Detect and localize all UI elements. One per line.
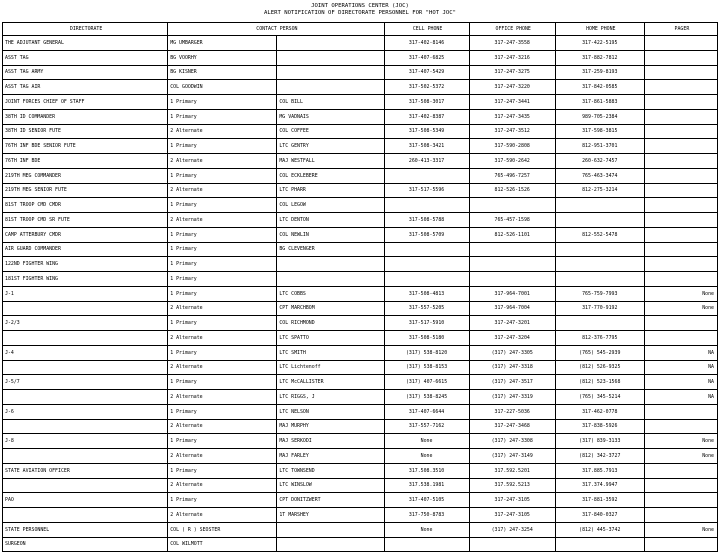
cell-phone-cell: [384, 272, 469, 287]
contact-name-cell: MAJ WESTFALL: [277, 154, 384, 169]
pager-cell: [644, 36, 717, 51]
contact-role-cell: 2 Alternate: [168, 124, 277, 139]
pager-cell: [644, 508, 717, 523]
table-row: [3, 345, 718, 360]
directorate-cell: 38TH ID COMMANDER: [3, 109, 168, 124]
home-phone-cell: 812-552-5478: [555, 227, 644, 242]
cell-phone-cell: 317-508-3017: [384, 95, 469, 110]
office-phone-cell: 317-247-3275: [469, 65, 555, 80]
contact-role-cell: 2 Alternate: [168, 331, 277, 346]
pager-cell: [644, 80, 717, 95]
office-phone-cell: 317-247-3201: [469, 316, 555, 331]
pager-cell: [644, 419, 717, 434]
office-phone-cell: (317) 247-3308: [469, 434, 555, 449]
contact-role-cell: 1 Primary: [168, 168, 277, 183]
cell-phone-cell: 260-413-3317: [384, 154, 469, 169]
contact-role-cell: 2 Alternate: [168, 213, 277, 228]
table-row: [3, 95, 718, 110]
contact-role-cell: 1 Primary: [168, 404, 277, 419]
table-row: [3, 198, 718, 213]
table-row: [3, 316, 718, 331]
cell-phone-cell: [384, 168, 469, 183]
contact-name-cell: LTC DENTON: [277, 213, 384, 228]
office-phone-cell: 317-247-3441: [469, 95, 555, 110]
office-phone-cell: 317-964-7001: [469, 286, 555, 301]
contact-role-cell: 1 Primary: [168, 316, 277, 331]
cell-phone-cell: 317-402-8146: [384, 36, 469, 51]
directorate-cell: [3, 508, 168, 523]
directorate-cell: PAO: [3, 493, 168, 508]
home-phone-cell: (317) 839-3133: [555, 434, 644, 449]
contact-name-cell: LTC WINSLOW: [277, 478, 384, 493]
pager-cell: [644, 242, 717, 257]
office-phone-cell: 317-590-2808: [469, 139, 555, 154]
contact-role-cell: 2 Alternate: [168, 419, 277, 434]
office-phone-cell: 317-964-7004: [469, 301, 555, 316]
office-phone-cell: (317) 247-3305: [469, 345, 555, 360]
directorate-cell: ASST TAG ARMY: [3, 65, 168, 80]
home-phone-cell: 317-882-7812: [555, 50, 644, 65]
table-row: [3, 419, 718, 434]
directorate-cell: [3, 301, 168, 316]
cell-phone-cell: 317-402-8387: [384, 109, 469, 124]
office-phone-cell: (317) 247-3318: [469, 360, 555, 375]
contact-role-cell: 2 Alternate: [168, 508, 277, 523]
cell-phone-cell: 317-502-5372: [384, 80, 469, 95]
document-title: JOINT OPERATIONS CENTER (JOC): [311, 3, 409, 9]
directorate-cell: 219TH MEG COMMANDER: [3, 168, 168, 183]
table-row: [3, 124, 718, 139]
home-phone-cell: 765-759-7993: [555, 286, 644, 301]
office-phone-cell: [469, 257, 555, 272]
cell-phone-cell: (317) 538-8120: [384, 345, 469, 360]
home-phone-cell: (765) 545-2939: [555, 345, 644, 360]
contact-role-cell: COL ( R ) SEOSTER: [168, 522, 277, 537]
pager-cell: [644, 537, 717, 552]
directorate-cell: [3, 419, 168, 434]
pager-cell: None: [644, 286, 717, 301]
table-row: [3, 493, 718, 508]
office-phone-cell: (317) 247-3319: [469, 390, 555, 405]
home-phone-cell: 989-705-2384: [555, 109, 644, 124]
contact-role-cell: 1 Primary: [168, 198, 277, 213]
table-row: [3, 242, 718, 257]
pager-cell: None: [644, 449, 717, 464]
header-row: [3, 23, 718, 36]
directorate-cell: JOINT FORCES CHIEF OF STAFF: [3, 95, 168, 110]
document-subtitle: ALERT NOTIFICATION OF DIRECTORATE PERSONNEL FOR "HOT JOC": [264, 10, 456, 16]
directorate-cell: 181ST FIGHTER WING: [3, 272, 168, 287]
contact-name-cell: [277, 272, 384, 287]
home-phone-cell: [555, 316, 644, 331]
directorate-cell: CAMP ATTERBURY CMDR: [3, 227, 168, 242]
pager-cell: [644, 183, 717, 198]
directorate-cell: J-6: [3, 404, 168, 419]
contact-role-cell: 1 Primary: [168, 257, 277, 272]
contact-table: [2, 22, 718, 552]
home-phone-cell: 812-376-7795: [555, 331, 644, 346]
home-phone-cell: 317.374.9947: [555, 478, 644, 493]
pager-cell: [644, 95, 717, 110]
office-phone-cell: 812-526-1101: [469, 227, 555, 242]
pager-cell: [644, 331, 717, 346]
office-phone-cell: [469, 272, 555, 287]
pager-cell: [644, 198, 717, 213]
contact-role-cell: 1 Primary: [168, 493, 277, 508]
contact-role-cell: 1 Primary: [168, 375, 277, 390]
contact-role-cell: 1 Primary: [168, 463, 277, 478]
directorate-cell: 76TH INF BDE SENIOR FUTE: [3, 139, 168, 154]
pager-cell: [644, 168, 717, 183]
cell-phone-cell: 317-508-5709: [384, 227, 469, 242]
directorate-cell: J-5/7: [3, 375, 168, 390]
contact-name-cell: COL LEGOW: [277, 198, 384, 213]
cell-phone-cell: 317-508-5180: [384, 331, 469, 346]
directorate-cell: 219TH MEG SENIOR FUTE: [3, 183, 168, 198]
home-phone-cell: 317.885.7913: [555, 463, 644, 478]
pager-cell: [644, 139, 717, 154]
contact-name-cell: CPT DONITZWERT: [277, 493, 384, 508]
table-row: [3, 537, 718, 552]
cell-phone-cell: 317-508-5788: [384, 213, 469, 228]
table-row: [3, 227, 718, 242]
pager-cell: [644, 478, 717, 493]
directorate-cell: J-4: [3, 345, 168, 360]
contact-name-cell: [277, 522, 384, 537]
table-row: [3, 65, 718, 80]
directorate-cell: [3, 360, 168, 375]
directorate-cell: 81ST TROOP CMD CMDR: [3, 198, 168, 213]
table-row: [3, 478, 718, 493]
home-phone-cell: [555, 272, 644, 287]
contact-name-cell: LTC Lichtenoff: [277, 360, 384, 375]
cell-phone-cell: 317-750-8783: [384, 508, 469, 523]
office-phone-cell: 317.592.5213: [469, 478, 555, 493]
directorate-cell: J-8: [3, 434, 168, 449]
contact-role-cell: 1 Primary: [168, 272, 277, 287]
cell-phone-cell: [384, 257, 469, 272]
contact-name-cell: COL COFFEE: [277, 124, 384, 139]
contact-name-cell: MAJ FARLEY: [277, 449, 384, 464]
contact-name-cell: LTC SPATTO: [277, 331, 384, 346]
cell-phone-cell: 317-517-5596: [384, 183, 469, 198]
contact-name-cell: CPT MARCHBOM: [277, 301, 384, 316]
table-row: [3, 80, 718, 95]
contact-name-cell: LTC SMITH: [277, 345, 384, 360]
table-row: [3, 168, 718, 183]
contact-name-cell: MAJ MURPHY: [277, 419, 384, 434]
contact-name-cell: COL RICHMOND: [277, 316, 384, 331]
table-row: [3, 50, 718, 65]
office-phone-cell: 765-496-7257: [469, 168, 555, 183]
cell-phone-cell: 317-407-5105: [384, 493, 469, 508]
directorate-cell: AIR GUARD COMMANDER: [3, 242, 168, 257]
home-phone-cell: 317-462-0778: [555, 404, 644, 419]
home-phone-cell: 260-632-7457: [555, 154, 644, 169]
contact-role-cell: 1 Primary: [168, 286, 277, 301]
contact-name-cell: LTC RIGGS, J: [277, 390, 384, 405]
cell-phone-cell: None: [384, 522, 469, 537]
contact-name-cell: COL ECKLEBERE: [277, 168, 384, 183]
contact-name-cell: BG CLEVENGER: [277, 242, 384, 257]
directorate-cell: 122ND FIGHTER WING: [3, 257, 168, 272]
cell-phone-cell: 317.508.3510: [384, 463, 469, 478]
directorate-cell: ASST TAG AIR: [3, 80, 168, 95]
pager-cell: [644, 404, 717, 419]
contact-name-cell: LTC GENTRY: [277, 139, 384, 154]
cell-phone-cell: (317) 538-8245: [384, 390, 469, 405]
cell-phone-cell: (317) 407-6615: [384, 375, 469, 390]
col-header-pager: PAGER: [644, 23, 717, 36]
table-row: [3, 272, 718, 287]
table-row: [3, 183, 718, 198]
contact-name-cell: [277, 65, 384, 80]
home-phone-cell: 317-770-9192: [555, 301, 644, 316]
directorate-cell: 38TH ID SENIOR FUTE: [3, 124, 168, 139]
cell-phone-cell: 317-557-5205: [384, 301, 469, 316]
home-phone-cell: [555, 257, 644, 272]
contact-role-cell: 1 Primary: [168, 345, 277, 360]
office-phone-cell: 812-526-1526: [469, 183, 555, 198]
home-phone-cell: 812-275-3214: [555, 183, 644, 198]
directorate-cell: J-1: [3, 286, 168, 301]
contact-name-cell: LTC PHARR: [277, 183, 384, 198]
contact-role-cell: BG VOORHY: [168, 50, 277, 65]
table-row: [3, 154, 718, 169]
pager-cell: [644, 154, 717, 169]
home-phone-cell: (812) 523-1568: [555, 375, 644, 390]
contact-role-cell: BG KISNER: [168, 65, 277, 80]
contact-name-cell: LTC COBBS: [277, 286, 384, 301]
contact-name-cell: COL BILL: [277, 95, 384, 110]
col-header-contact-person: CONTACT PERSON: [168, 23, 384, 36]
home-phone-cell: [555, 213, 644, 228]
office-phone-cell: 317-247-3512: [469, 124, 555, 139]
office-phone-cell: [469, 537, 555, 552]
contact-role-cell: 2 Alternate: [168, 360, 277, 375]
table-row: [3, 257, 718, 272]
contact-name-cell: 1T MARSHEY: [277, 508, 384, 523]
table-row: [3, 213, 718, 228]
office-phone-cell: 317-247-3220: [469, 80, 555, 95]
pager-cell: None: [644, 434, 717, 449]
home-phone-cell: 765-463-3474: [555, 168, 644, 183]
table-row: [3, 463, 718, 478]
directorate-cell: [3, 478, 168, 493]
pager-cell: [644, 272, 717, 287]
contact-role-cell: 2 Alternate: [168, 478, 277, 493]
pager-cell: NA: [644, 345, 717, 360]
contact-role-cell: 1 Primary: [168, 227, 277, 242]
cell-phone-cell: 317-407-6644: [384, 404, 469, 419]
office-phone-cell: 317-247-3558: [469, 36, 555, 51]
pager-cell: [644, 124, 717, 139]
cell-phone-cell: None: [384, 434, 469, 449]
table-row: [3, 449, 718, 464]
table-row: [3, 109, 718, 124]
pager-cell: [644, 257, 717, 272]
contact-name-cell: LTC NELSON: [277, 404, 384, 419]
cell-phone-cell: 317-407-6825: [384, 50, 469, 65]
directorate-cell: [3, 331, 168, 346]
directorate-cell: [3, 449, 168, 464]
office-phone-cell: [469, 242, 555, 257]
office-phone-cell: 317-247-3105: [469, 508, 555, 523]
pager-cell: [644, 213, 717, 228]
home-phone-cell: (812) 526-9325: [555, 360, 644, 375]
cell-phone-cell: None: [384, 449, 469, 464]
table-row: [3, 301, 718, 316]
table-row: [3, 331, 718, 346]
col-header-cell-phone: CELL PHONE: [384, 23, 469, 36]
pager-cell: None: [644, 522, 717, 537]
contact-role-cell: 1 Primary: [168, 95, 277, 110]
home-phone-cell: 812-951-3701: [555, 139, 644, 154]
office-phone-cell: 317-247-3216: [469, 50, 555, 65]
col-header-directorate: DIRECTORATE: [3, 23, 168, 36]
home-phone-cell: 317-838-5926: [555, 419, 644, 434]
cell-phone-cell: 317-407-5429: [384, 65, 469, 80]
contact-role-cell: 1 Primary: [168, 139, 277, 154]
contact-name-cell: MG VADNAIS: [277, 109, 384, 124]
office-phone-cell: 317-247-3435: [469, 109, 555, 124]
office-phone-cell: 765-457-1598: [469, 213, 555, 228]
contact-role-cell: 1 Primary: [168, 434, 277, 449]
directorate-cell: 81ST TROOP CMD SR FUTE: [3, 213, 168, 228]
directorate-cell: ASST TAG: [3, 50, 168, 65]
home-phone-cell: 317-861-5883: [555, 95, 644, 110]
home-phone-cell: 317-840-0327: [555, 508, 644, 523]
directorate-cell: STATE PERSONNEL: [3, 522, 168, 537]
table-row: [3, 390, 718, 405]
office-phone-cell: 317.592.5201: [469, 463, 555, 478]
home-phone-cell: (765) 345-5214: [555, 390, 644, 405]
table-row: [3, 360, 718, 375]
directorate-cell: J-2/3: [3, 316, 168, 331]
pager-cell: NA: [644, 375, 717, 390]
table-row: [3, 139, 718, 154]
contact-role-cell: COL GOODWIN: [168, 80, 277, 95]
cell-phone-cell: 317-508-5349: [384, 124, 469, 139]
home-phone-cell: 317-842-0585: [555, 80, 644, 95]
pager-cell: [644, 50, 717, 65]
contact-role-cell: 2 Alternate: [168, 154, 277, 169]
pager-cell: [644, 316, 717, 331]
table-row: [3, 404, 718, 419]
cell-phone-cell: [384, 537, 469, 552]
contact-role-cell: COL WILMOTT: [168, 537, 277, 552]
pager-cell: [644, 109, 717, 124]
office-phone-cell: (317) 247-3254: [469, 522, 555, 537]
directorate-cell: 76TH INF BDE: [3, 154, 168, 169]
pager-cell: NA: [644, 360, 717, 375]
table-row: [3, 434, 718, 449]
office-phone-cell: (317) 247-3149: [469, 449, 555, 464]
contact-name-cell: LTC McCALLISTER: [277, 375, 384, 390]
home-phone-cell: 317-259-8193: [555, 65, 644, 80]
home-phone-cell: 317-422-5195: [555, 36, 644, 51]
home-phone-cell: [555, 198, 644, 213]
contact-role-cell: 2 Alternate: [168, 390, 277, 405]
home-phone-cell: [555, 242, 644, 257]
office-phone-cell: 317-247-3468: [469, 419, 555, 434]
directorate-cell: SURGEON: [3, 537, 168, 552]
cell-phone-cell: 317.538.1981: [384, 478, 469, 493]
contact-name-cell: [277, 537, 384, 552]
cell-phone-cell: 317-508-3421: [384, 139, 469, 154]
col-header-office-phone: OFFICE PHONE: [469, 23, 555, 36]
cell-phone-cell: (317) 538-8153: [384, 360, 469, 375]
pager-cell: [644, 463, 717, 478]
office-phone-cell: (317) 247-3517: [469, 375, 555, 390]
cell-phone-cell: 317-517-5910: [384, 316, 469, 331]
contact-name-cell: COL NEWLIN: [277, 227, 384, 242]
office-phone-cell: 317-227-5036: [469, 404, 555, 419]
contact-role-cell: 1 Primary: [168, 109, 277, 124]
home-phone-cell: 317-881-3592: [555, 493, 644, 508]
contact-role-cell: 1 Primary: [168, 242, 277, 257]
contact-name-cell: [277, 257, 384, 272]
cell-phone-cell: 317-508-4813: [384, 286, 469, 301]
home-phone-cell: (812) 342-3727: [555, 449, 644, 464]
home-phone-cell: (812) 445-3742: [555, 522, 644, 537]
office-phone-cell: [469, 198, 555, 213]
pager-cell: None: [644, 301, 717, 316]
contact-name-cell: MAJ SERKODI: [277, 434, 384, 449]
pager-cell: [644, 227, 717, 242]
table-row: [3, 508, 718, 523]
cell-phone-cell: [384, 242, 469, 257]
col-header-home-phone: HOME PHONE: [555, 23, 644, 36]
office-phone-cell: 317-590-2642: [469, 154, 555, 169]
office-phone-cell: 317-247-3105: [469, 493, 555, 508]
contact-name-cell: [277, 36, 384, 51]
contact-name-cell: [277, 50, 384, 65]
table-row: [3, 522, 718, 537]
table-row: [3, 375, 718, 390]
office-phone-cell: 317-247-3204: [469, 331, 555, 346]
contact-role-cell: 2 Alternate: [168, 183, 277, 198]
contact-name-cell: [277, 80, 384, 95]
pager-cell: [644, 493, 717, 508]
contact-role-cell: 2 Alternate: [168, 449, 277, 464]
table-row: [3, 286, 718, 301]
home-phone-cell: 317-598-3815: [555, 124, 644, 139]
cell-phone-cell: 317-557-7162: [384, 419, 469, 434]
cell-phone-cell: [384, 198, 469, 213]
pager-cell: NA: [644, 390, 717, 405]
directorate-cell: [3, 390, 168, 405]
directorate-cell: THE ADJUTANT GENERAL: [3, 36, 168, 51]
table-row: [3, 36, 718, 51]
pager-cell: [644, 65, 717, 80]
contact-name-cell: LTC TOWNSEND: [277, 463, 384, 478]
home-phone-cell: [555, 537, 644, 552]
contact-role-cell: MG UMBARGER: [168, 36, 277, 51]
contact-role-cell: 2 Alternate: [168, 301, 277, 316]
directorate-cell: STATE AVIATION OFFICER: [3, 463, 168, 478]
